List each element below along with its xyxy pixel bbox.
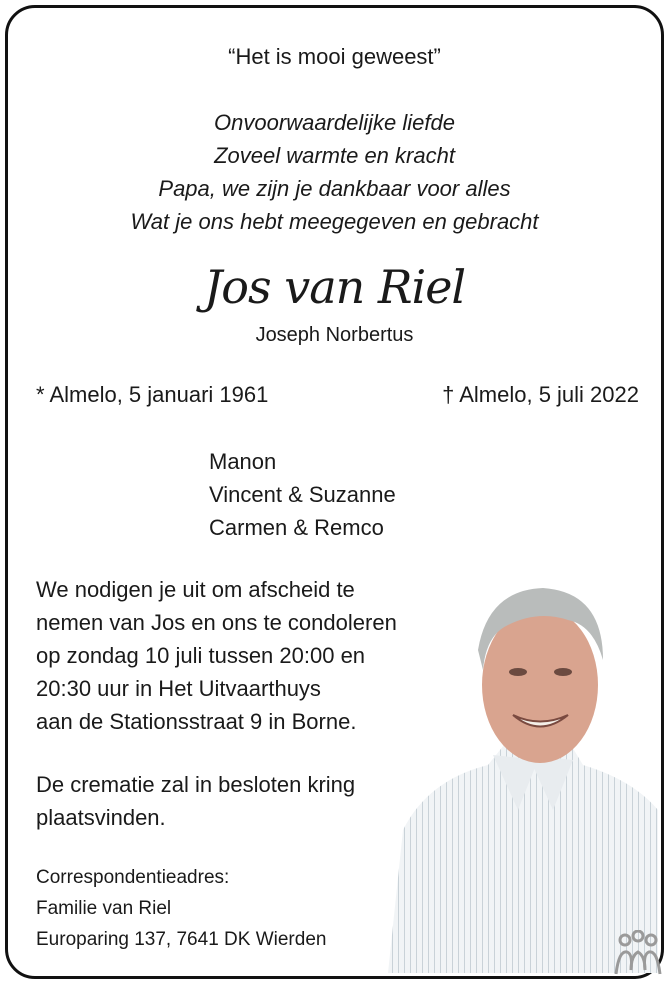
invitation-line: We nodigen je uit om afscheid te [36,577,355,602]
cremation-line: De crematie zal in besloten kring [36,772,356,797]
portrait-photo [368,580,658,973]
family-member: Carmen & Remco [209,515,384,540]
address-street: Europaring 137, 7641 DK Wierden [36,929,327,950]
address-name: Familie van Riel [36,898,172,919]
deceased-full-name: Joseph Norbertus [255,324,414,346]
poem-line: Zoveel warmte en kracht [214,143,455,168]
poem-line: Onvoorwaardelijke liefde [214,110,455,135]
motto: “Het is mooi geweest” [228,44,441,69]
deceased-name: Jos van Riel [203,260,466,314]
family-member: Manon [209,449,277,474]
death-info: † Almelo, 5 juli 2022 [442,382,639,407]
poem [8,106,661,238]
address-label: Correspondentieadres: [36,867,230,888]
correspondence-address [36,862,326,955]
invitation-line: aan de Stationsstraat 9 in Borne. [36,709,357,734]
invitation-line: op zondag 10 juli tussen 20:00 en [36,643,366,668]
invitation-line: 20:30 uur in Het Uitvaarthuys [36,676,321,701]
birth-info: * Almelo, 5 januari 1961 [36,382,269,407]
poem-line: Papa, we zijn je dankbaar voor alles [158,176,511,201]
family-member: Vincent & Suzanne [209,482,396,507]
invitation-line: nemen van Jos en ons te condoleren [36,610,397,635]
family-list [209,445,396,544]
family-people-icon [613,930,663,976]
cremation-line: plaatsvinden. [36,805,166,830]
poem-line: Wat je ons hebt meegegeven en gebracht [130,209,539,234]
